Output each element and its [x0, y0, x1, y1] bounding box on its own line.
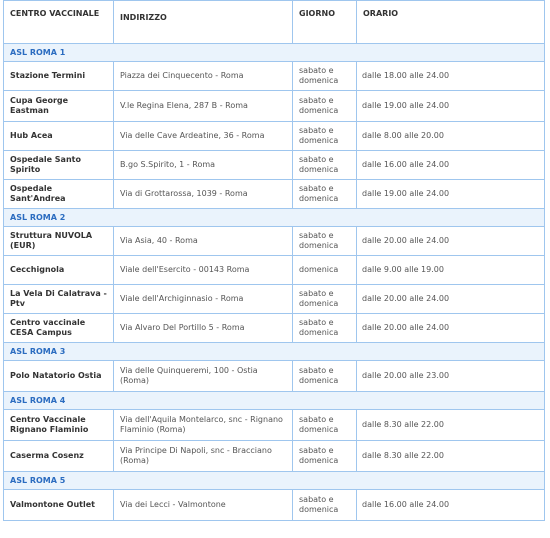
indirizzo-cell: Viale dell'Esercito - 00143 Roma [114, 256, 293, 285]
centro-cell: Centro vaccinale CESA Campus [3, 314, 114, 343]
table-row [3, 62, 545, 91]
indirizzo-cell: Via Principe Di Napoli, snc - Bracciano (Roma) [114, 441, 293, 472]
centro-cell: Polo Natatorio Ostia [3, 361, 114, 392]
indirizzo-cell: Via dei Lecci - Valmontone [114, 490, 293, 521]
section-title: ASL ROMA 1 [3, 44, 545, 62]
vaccination-centers-table [3, 0, 545, 521]
section-row-asl-roma-4 [3, 392, 545, 410]
centro-cell: Ospedale Sant'Andrea [3, 180, 114, 209]
giorno-cell: sabato e domenica [293, 441, 357, 472]
orario-cell: dalle 16.00 alle 24.00 [357, 490, 545, 521]
giorno-cell: sabato e domenica [293, 227, 357, 256]
giorno-cell: sabato e domenica [293, 151, 357, 180]
indirizzo-cell: Via dell'Aquila Montelarco, snc - Rignano Flaminio (Roma) [114, 410, 293, 441]
centro-cell: Cupa George Eastman [3, 91, 114, 122]
centro-cell: Cecchignola [3, 256, 114, 285]
giorno-cell: sabato e domenica [293, 285, 357, 314]
indirizzo-cell: Via Alvaro Del Portillo 5 - Roma [114, 314, 293, 343]
centro-cell: Valmontone Outlet [3, 490, 114, 521]
indirizzo-cell: Piazza dei Cinquecento - Roma [114, 62, 293, 91]
giorno-cell: sabato e domenica [293, 122, 357, 151]
centro-cell: Ospedale Santo Spirito [3, 151, 114, 180]
orario-cell: dalle 20.00 alle 24.00 [357, 285, 545, 314]
table-row [3, 490, 545, 521]
section-row-asl-roma-3 [3, 343, 545, 361]
table-row [3, 314, 545, 343]
orario-cell: dalle 19.00 alle 24.00 [357, 91, 545, 122]
orario-cell: dalle 8.00 alle 20.00 [357, 122, 545, 151]
section-title: ASL ROMA 2 [3, 209, 545, 227]
orario-cell: dalle 9.00 alle 19.00 [357, 256, 545, 285]
orario-cell: dalle 20.00 alle 24.00 [357, 314, 545, 343]
indirizzo-cell: Via delle Quinqueremi, 100 - Ostia (Roma) [114, 361, 293, 392]
giorno-cell: sabato e domenica [293, 314, 357, 343]
section-title: ASL ROMA 5 [3, 472, 545, 490]
section-row-asl-roma-5 [3, 472, 545, 490]
orario-cell: dalle 20.00 alle 23.00 [357, 361, 545, 392]
table-row [3, 441, 545, 472]
orario-cell: dalle 19.00 alle 24.00 [357, 180, 545, 209]
orario-cell: dalle 8.30 alle 22.00 [357, 410, 545, 441]
indirizzo-cell: B.go S.Spirito, 1 - Roma [114, 151, 293, 180]
orario-cell: dalle 8.30 alle 22.00 [357, 441, 545, 472]
giorno-cell: sabato e domenica [293, 180, 357, 209]
table-row [3, 361, 545, 392]
centro-cell: Hub Acea [3, 122, 114, 151]
giorno-cell: sabato e domenica [293, 91, 357, 122]
giorno-cell: sabato e domenica [293, 62, 357, 91]
indirizzo-cell: Viale dell'Archiginnasio - Roma [114, 285, 293, 314]
table-row [3, 91, 545, 122]
table-row [3, 122, 545, 151]
centro-cell: La Vela Di Calatrava - Ptv [3, 285, 114, 314]
table-header-row [3, 0, 545, 44]
table-row [3, 285, 545, 314]
table-row [3, 227, 545, 256]
giorno-cell: sabato e domenica [293, 490, 357, 521]
indirizzo-cell: Via di Grottarossa, 1039 - Roma [114, 180, 293, 209]
table-row [3, 180, 545, 209]
indirizzo-cell: Via Asia, 40 - Roma [114, 227, 293, 256]
centro-cell: Stazione Termini [3, 62, 114, 91]
giorno-cell: domenica [293, 256, 357, 285]
table-row [3, 256, 545, 285]
header-orario: ORARIO [357, 0, 545, 44]
giorno-cell: sabato e domenica [293, 361, 357, 392]
table-row [3, 410, 545, 441]
indirizzo-cell: Via delle Cave Ardeatine, 36 - Roma [114, 122, 293, 151]
section-title: ASL ROMA 4 [3, 392, 545, 410]
header-centro-vaccinale: CENTRO VACCINALE [3, 0, 114, 44]
orario-cell: dalle 16.00 alle 24.00 [357, 151, 545, 180]
indirizzo-cell: V.le Regina Elena, 287 B - Roma [114, 91, 293, 122]
giorno-cell: sabato e domenica [293, 410, 357, 441]
section-title: ASL ROMA 3 [3, 343, 545, 361]
section-row-asl-roma-1 [3, 44, 545, 62]
section-row-asl-roma-2 [3, 209, 545, 227]
header-giorno: GIORNO [293, 0, 357, 44]
centro-cell: Caserma Cosenz [3, 441, 114, 472]
centro-cell: Struttura NUVOLA (EUR) [3, 227, 114, 256]
orario-cell: dalle 18.00 alle 24.00 [357, 62, 545, 91]
centro-cell: Centro Vaccinale Rignano Flaminio [3, 410, 114, 441]
header-indirizzo: INDIRIZZO [114, 0, 293, 44]
orario-cell: dalle 20.00 alle 24.00 [357, 227, 545, 256]
table-row [3, 151, 545, 180]
